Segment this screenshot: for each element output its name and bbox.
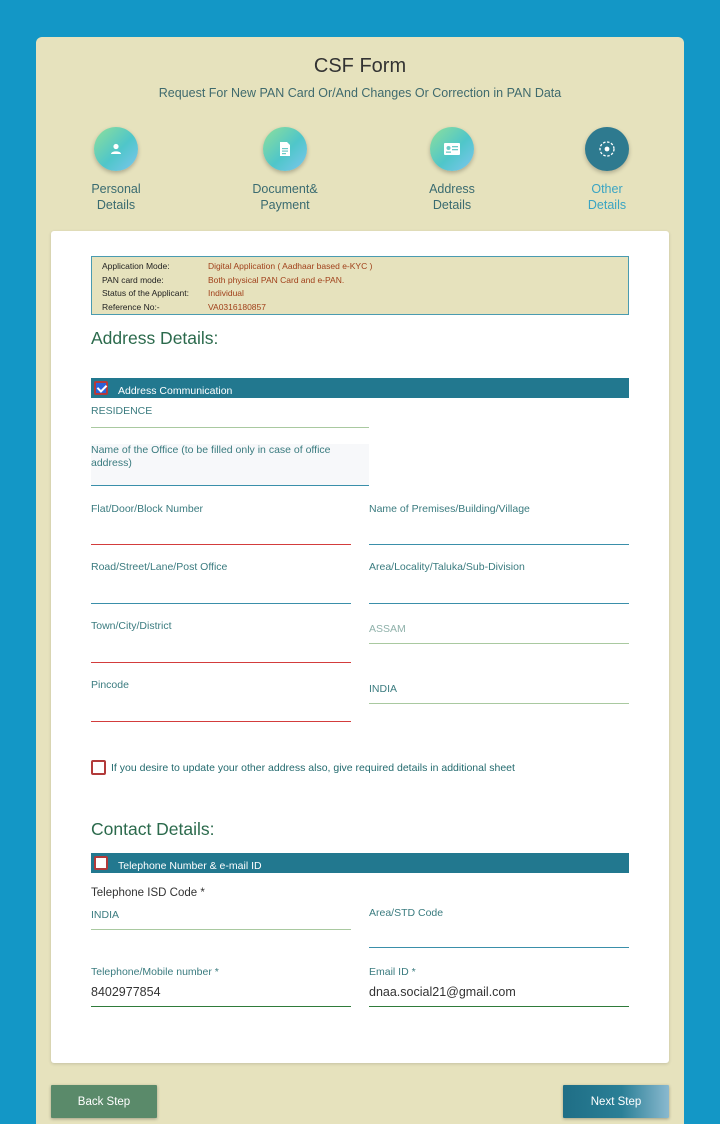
field-underline (369, 1006, 629, 1008)
field-underline (91, 603, 351, 605)
field-underline (369, 947, 629, 949)
premises-label: Name of Premises/Building/Village (369, 503, 530, 515)
road-input[interactable] (91, 561, 351, 604)
info-value: Both physical PAN Card and e-PAN. (208, 274, 345, 285)
isd-code-select[interactable] (91, 887, 351, 930)
person-icon (94, 127, 138, 171)
field-underline (91, 721, 351, 723)
address-details-heading: Address Details: (91, 328, 219, 348)
field-underline (91, 427, 369, 429)
area-label: Area/Locality/Taluka/Sub-Division (369, 561, 525, 573)
field-underline (91, 929, 351, 931)
address-type-value: RESIDENCE (91, 405, 153, 417)
other-address-text: If you desire to update your other address also, give required details in additional sheet (111, 761, 515, 774)
page-title: CSF Form (313, 55, 407, 77)
contact-details-heading: Contact Details: (91, 819, 215, 839)
back-step-button[interactable]: Back Step (51, 1085, 157, 1118)
address-communication-checkbox[interactable] (94, 381, 108, 395)
document-icon (263, 127, 307, 171)
town-label: Town/City/District (91, 620, 172, 632)
other-address-checkbox[interactable] (91, 760, 106, 775)
field-underline (369, 603, 629, 605)
telephone-email-label: Telephone Number & e-mail ID (118, 860, 262, 872)
field-underline (91, 485, 369, 487)
area-input[interactable] (369, 561, 629, 604)
other-address-option (91, 760, 515, 775)
form-panel (51, 231, 669, 1063)
mobile-number-value: 8402977854 (91, 985, 161, 999)
step-personal-details[interactable] (61, 127, 171, 213)
country-value: INDIA (369, 683, 398, 695)
address-communication-label: Address Communication (118, 385, 233, 397)
step-label: Details (432, 198, 472, 212)
email-input[interactable] (369, 966, 629, 1007)
info-key: Application Mode: (102, 261, 170, 271)
info-value: Digital Application ( Aadhaar based e-KYC ) (208, 261, 373, 271)
field-underline (91, 544, 351, 546)
office-name-label: Name of the Office (to be filled only in case of office address) (91, 444, 331, 469)
step-label: Personal (91, 182, 141, 196)
isd-code-label: Telephone ISD Code * (91, 887, 205, 899)
field-underline (369, 703, 629, 705)
isd-code-value: INDIA (91, 909, 120, 921)
application-info-box (91, 256, 629, 315)
premises-input[interactable] (369, 503, 629, 545)
page-subtitle: Request For New PAN Card Or/And Changes Or Correction in PAN Data (158, 86, 562, 100)
telephone-email-bar (91, 853, 629, 873)
info-value: Individual (208, 288, 244, 298)
address-type-select[interactable] (91, 405, 369, 428)
country-select[interactable] (369, 683, 629, 704)
address-communication-bar (91, 378, 629, 398)
info-value: VA0316180857 (208, 301, 266, 312)
office-name-input[interactable] (91, 444, 369, 486)
state-value: ASSAM (369, 623, 406, 635)
step-label: Other (591, 182, 623, 196)
std-code-input[interactable] (369, 907, 629, 948)
road-label: Road/Street/Lane/Post Office (91, 561, 228, 573)
info-key: Status of the Applicant: (102, 288, 189, 298)
step-label: Details (96, 198, 136, 212)
email-label: Email ID * (369, 966, 416, 978)
field-underline (369, 544, 629, 546)
step-label: Address (429, 182, 475, 196)
field-underline (369, 643, 629, 645)
state-select[interactable] (369, 623, 629, 644)
std-code-label: Area/STD Code (369, 907, 444, 919)
step-label: Payment (260, 198, 310, 212)
step-document-payment[interactable] (230, 127, 340, 213)
info-key: Reference No:- (102, 301, 160, 312)
step-label: Details (587, 198, 627, 212)
field-underline (91, 662, 351, 664)
mobile-number-input[interactable] (91, 966, 351, 1007)
info-key: PAN card mode: (102, 274, 164, 285)
telephone-email-checkbox[interactable] (94, 856, 108, 870)
flat-number-input[interactable] (91, 503, 351, 545)
id-card-icon (430, 127, 474, 171)
step-other-details[interactable] (552, 127, 662, 213)
mobile-number-label: Telephone/Mobile number * (91, 966, 219, 978)
csf-form-card (36, 37, 684, 1124)
next-step-button[interactable]: Next Step (563, 1085, 669, 1118)
step-label: Document& (252, 182, 318, 196)
target-icon (585, 127, 629, 171)
pincode-input[interactable] (91, 679, 351, 722)
pincode-label: Pincode (91, 679, 129, 691)
flat-number-label: Flat/Door/Block Number (91, 503, 204, 515)
field-underline (91, 1006, 351, 1008)
town-input[interactable] (91, 620, 351, 663)
email-value: dnaa.social21@gmail.com (369, 985, 516, 999)
step-address-details[interactable] (397, 127, 507, 213)
